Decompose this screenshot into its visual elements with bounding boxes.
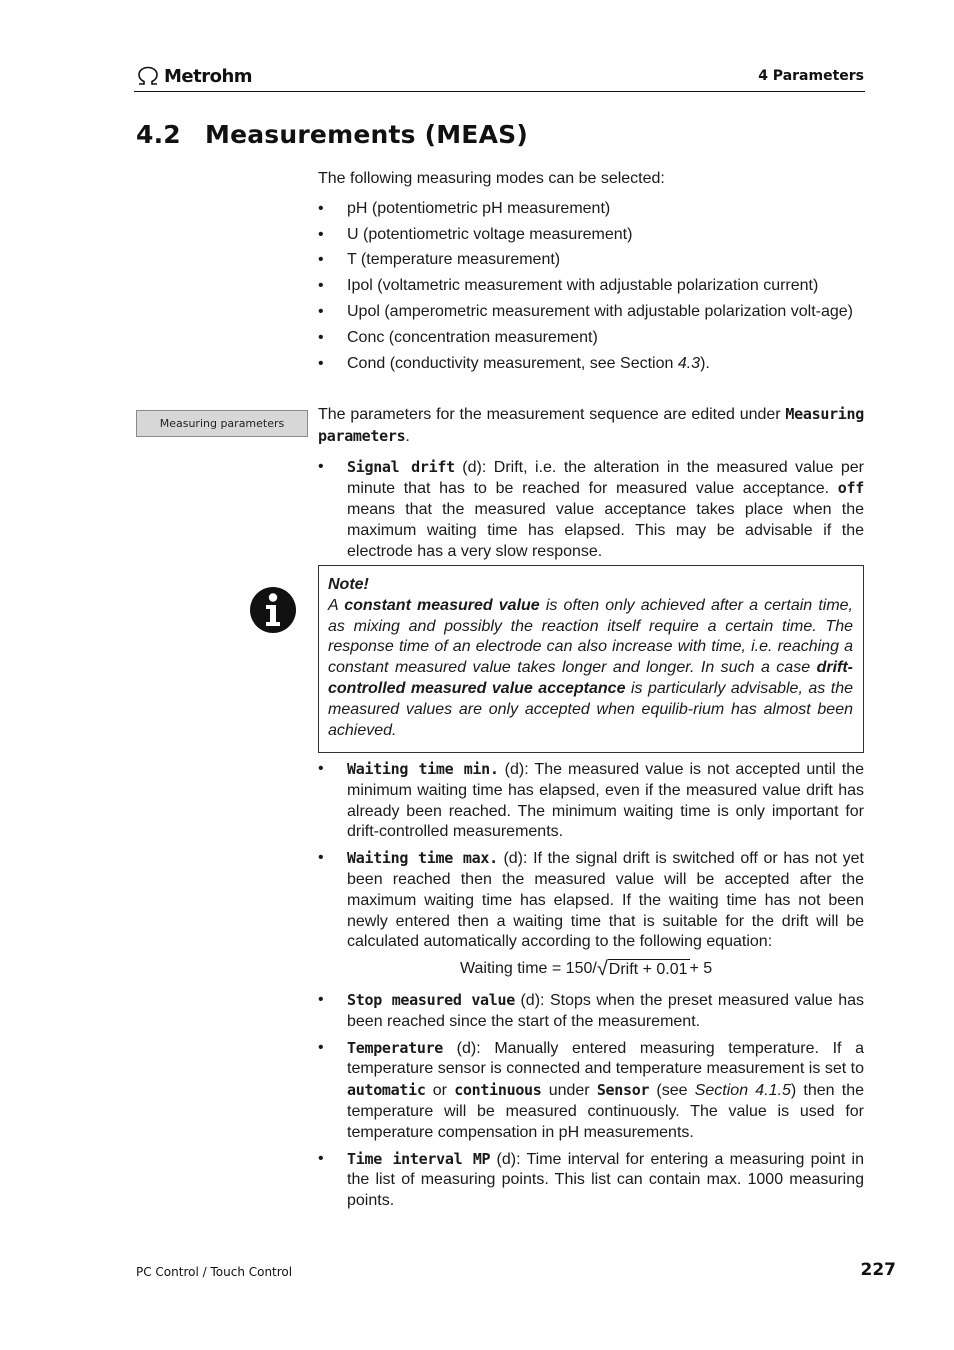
note-title: Note! xyxy=(328,576,369,593)
modes-block xyxy=(318,169,864,374)
modes-list xyxy=(318,199,864,375)
note-body: A constant measured value is often only achieved after a certain time, as mixing and possibly the reaction itself require a certain time. The response time of an electrode can also increase with time, i.e. reaching a constant measured value takes longer and longer. In such a case drift-controlled measured value acceptance is particularly advisable, as the measured values are only accepted when equilib-rium has almost been achieved. xyxy=(328,596,854,739)
info-icon xyxy=(249,586,297,634)
section-number: 4.2 xyxy=(136,120,181,149)
list-item: • U (potentiometric voltage measurement) xyxy=(318,225,864,246)
list-item: • Upol (amperometric measurement with adjustable polarization volt-age) xyxy=(318,302,864,323)
list-item: • Cond (conductivity measurement, see Section 4.3). xyxy=(318,354,864,375)
header-rule xyxy=(134,91,865,92)
list-item-time-interval: • Time interval MP (d): Time interval for entering a measuring point in the list of measuring points. This list can contain max. 1000 measuring points. xyxy=(318,1149,864,1212)
list-item-waiting-max: • Waiting time max. (d): If the signal drift is switched off or has not yet been reached then the measured value will be accepted after the maximum waiting time has elapsed. If the waiting time has not been newly entered then a waiting time that is suitable for the drift will be calculated automatically according to the following equation: xyxy=(318,848,864,953)
measuring-parameters-button[interactable]: Measuring parameters xyxy=(136,410,308,437)
param-list xyxy=(318,759,864,953)
list-item-stop-value: • Stop measured value (d): Stops when the preset measured value has been reached since the start of the measurement. xyxy=(318,990,864,1033)
list-item: • Conc (concentration measurement) xyxy=(318,328,864,349)
param-name: Signal drift xyxy=(347,457,455,476)
list-item-temperature: • Temperature (d): Manually entered measuring temperature. If a temperature sensor is connected and temperature measurement is set to automatic or continuous under Sensor (see Section 4.1.5) then the temperature will be measured continuously. The value is used for temperature compensation in pH measurements. xyxy=(318,1038,864,1144)
menu-name: Measuring parameters xyxy=(318,405,864,445)
waiting-time-formula: Waiting time = 150/ √ Drift + 0.01 + 5 xyxy=(460,958,713,980)
section-title: Measurements (MEAS) xyxy=(205,120,528,149)
page-number: 227 xyxy=(860,1260,896,1280)
list-item-waiting-min: • Waiting time min. (d): The measured value is not accepted until the minimum waiting time has elapsed, even if the measured value drift has already been reached. The minimum waiting time is only important for drift-controlled measurements. xyxy=(318,759,864,843)
list-item: • Ipol (voltametric measurement with adjustable polarization current) xyxy=(318,276,864,297)
note-box xyxy=(318,565,864,753)
brand-name: Metrohm xyxy=(164,65,253,87)
param-list xyxy=(318,457,864,563)
footer-product: PC Control / Touch Control xyxy=(136,1265,293,1279)
section-heading xyxy=(136,120,528,149)
omega-icon xyxy=(136,66,160,86)
param-list xyxy=(318,990,864,1212)
list-item: • T (temperature measurement) xyxy=(318,250,864,271)
list-item: • pH (potentiometric pH measurement) xyxy=(318,199,864,220)
chapter-title: 4 Parameters xyxy=(758,68,864,84)
list-item-signal-drift: • Signal drift (d): Drift, i.e. the alteration in the measured value per minute that has to be reached for measured value acceptance. off means that the measured value acceptance takes place when the maximum waiting time has elapsed. This may be advisable if the electrode has a very slow response. xyxy=(318,457,864,563)
params-block xyxy=(318,404,864,563)
waiting-block xyxy=(318,759,864,953)
params-intro: The parameters for the measurement sequence are edited under Measuring parameters. xyxy=(318,405,864,445)
more-params-block xyxy=(318,990,864,1212)
brand-logo xyxy=(136,64,252,88)
intro-text: The following measuring modes can be selected: xyxy=(318,170,665,187)
